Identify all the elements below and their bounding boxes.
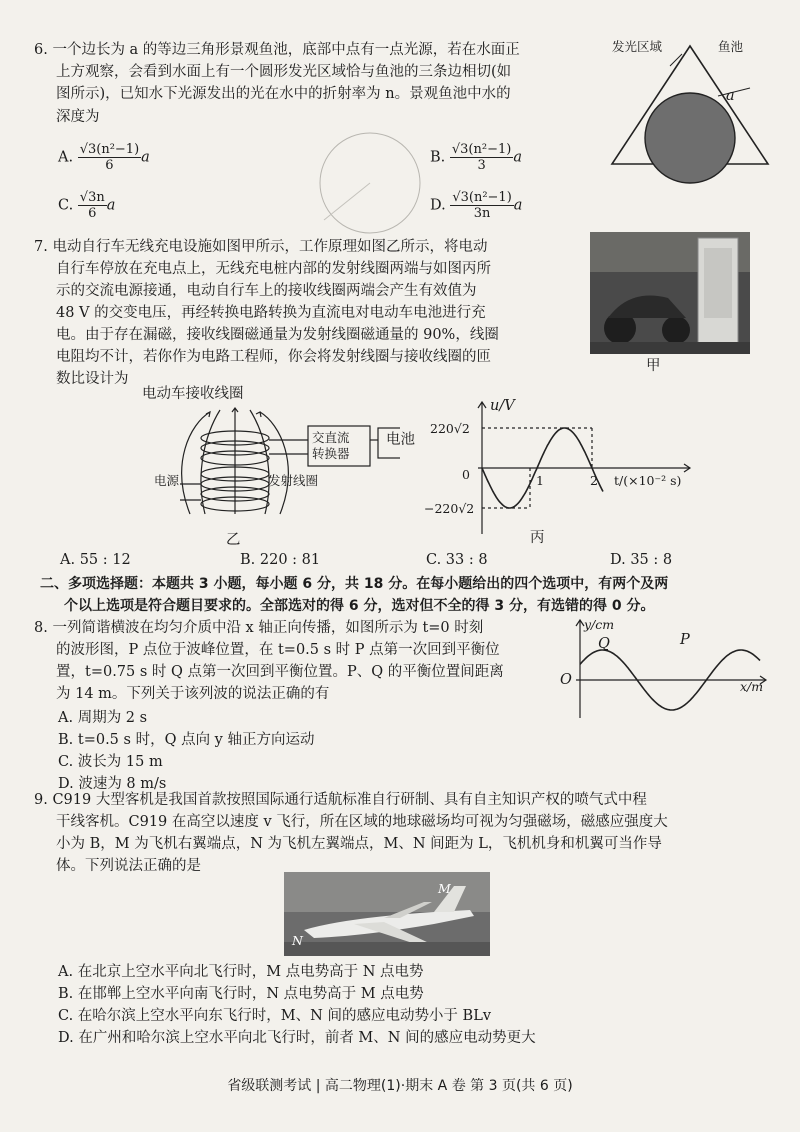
q7-line5: 电。由于存在漏磁，接收线圈磁通量为发射线圈磁通量的 90%，线圈 bbox=[56, 327, 499, 343]
q8-line4: 为 14 m。下列关于该列波的说法正确的有 bbox=[56, 686, 330, 702]
q7-option-c[interactable]: C. 33 : 8 bbox=[426, 552, 488, 568]
charging-station-photo bbox=[590, 232, 750, 354]
q7-y-bot: −220√2 bbox=[424, 501, 475, 516]
glow-circle bbox=[645, 93, 735, 183]
q6-option-d[interactable]: D. $\frac{\text{√3(n²−1)}}{3n}$ a bbox=[430, 190, 523, 221]
q9-option-d[interactable]: D. 在广州和哈尔滨上空水平向北飞行时，前者 M、N 间的感应电动势更大 bbox=[58, 1030, 536, 1046]
q6-option-c[interactable]: C. $\frac{√3n}{6}$ a bbox=[58, 190, 116, 221]
q7-y-top: 220√2 bbox=[430, 421, 470, 436]
section2-line1: 二、多项选择题：本题共 3 小题，每小题 6 分，共 18 分。在每小题给出的四个选项中，有两个及两 bbox=[40, 576, 669, 592]
q6-label-a: a bbox=[726, 88, 735, 104]
q6-option-c-label: C. bbox=[58, 197, 74, 214]
q8-point-q: Q bbox=[598, 636, 610, 652]
q7-option-a[interactable]: A. 55 : 12 bbox=[60, 552, 131, 568]
c919-aircraft-photo bbox=[284, 872, 490, 956]
q9-label-m: M bbox=[438, 881, 451, 896]
q9-line1: 9. C919 大型客机是我国首款按照国际通行适航标准自行研制、具有自主知识产权的喷气式中程 bbox=[34, 792, 647, 808]
q8-option-a[interactable]: A. 周期为 2 s bbox=[58, 710, 148, 726]
q9-label-n: N bbox=[292, 933, 303, 948]
q8-option-d[interactable]: D. 波速为 8 m/s bbox=[58, 776, 167, 792]
page-footer: 省级联测考试 | 高二物理(1)·期末 A 卷 第 3 页(共 6 页) bbox=[227, 1078, 573, 1094]
q8-x-axis: x/m bbox=[740, 679, 764, 694]
q6-line3: 图所示)，已知水下光源发出的光在水中的折射率为 n。景观鱼池中水的 bbox=[56, 86, 511, 102]
q8-line3: 置，t=0.75 s 时 Q 点第一次回到平衡位置。P、Q 的平衡位置间距离 bbox=[56, 664, 504, 680]
q6-label-pool: 鱼池 bbox=[718, 39, 744, 54]
q7-x2: 2 bbox=[590, 473, 598, 488]
q7-label-src: 电源 bbox=[154, 473, 180, 488]
bleed-through-circle bbox=[316, 128, 426, 238]
q7-label-batt: 电池 bbox=[386, 432, 415, 448]
q7-option-d[interactable]: D. 35 : 8 bbox=[610, 552, 673, 568]
q9-option-b[interactable]: B. 在邯郸上空水平向南飞行时，N 点电势高于 M 点电势 bbox=[58, 986, 424, 1002]
q6-line4: 深度为 bbox=[56, 109, 100, 125]
q6-option-a-label: A. bbox=[58, 149, 74, 166]
q7-coil-diagram bbox=[160, 404, 400, 534]
q7-x-axis: t/(×10⁻² s) bbox=[614, 473, 682, 488]
q6-option-d-label: D. bbox=[430, 197, 446, 214]
q9-option-a[interactable]: A. 在北京上空水平向北飞行时，M 点电势高于 N 点电势 bbox=[58, 964, 424, 980]
section2-line2: 个以上选项是符合题目要求的。全部选对的得 6 分，选对但不全的得 3 分，有选错的得 0 分。 bbox=[64, 598, 655, 614]
q8-y-axis: y/cm bbox=[584, 617, 615, 632]
q7-label-conv1: 交直流 bbox=[312, 430, 350, 445]
q9-line2: 干线客机。C919 在高空以速度 v 飞行，所在区域的地球磁场均可视为匀强磁场，磁感应强度大 bbox=[56, 814, 668, 830]
q8-line1: 8. 一列简谐横波在均匀介质中沿 x 轴正向传播，如图所示为 t=0 时刻 bbox=[34, 620, 484, 636]
q9-option-c[interactable]: C. 在哈尔滨上空水平向东飞行时，M、N 间的感应电动势小于 BLv bbox=[58, 1008, 492, 1024]
q7-line3: 示的交流电源接通，电动自行车上的接收线圈两端会产生有效值为 bbox=[56, 283, 477, 299]
q8-option-b[interactable]: B. t=0.5 s 时，Q 点向 y 轴正方向运动 bbox=[58, 732, 315, 748]
q6-pool-diagram bbox=[600, 36, 790, 206]
q7-line6: 电阻均不计，若你作为电路工程师，你会将发射线圈与接收线圈的匝 bbox=[56, 349, 491, 365]
q8-line2: 的波形图，P 点位于波峰位置，在 t=0.5 s 时 P 点第一次回到平衡位 bbox=[56, 642, 500, 658]
q6-option-a-frac: $\frac{\text{√3(n²−1)}}{6}$ bbox=[79, 142, 140, 173]
q6-option-b[interactable]: B. $\frac{\text{√3(n²−1)}}{3}$ a bbox=[430, 142, 522, 173]
q9-line3: 小为 B，M 为飞机右翼端点，N 为飞机左翼端点，M、N 间距为 L，飞机机身和机翼可当作导 bbox=[56, 836, 662, 852]
q6-option-a[interactable]: A. $\frac{\text{√3(n²−1)}}{6}$ a bbox=[58, 142, 150, 173]
q7-line7: 数比设计为 bbox=[56, 371, 129, 387]
q7-line4: 48 V 的交变电压，再经转换电路转换为直流电对电动车电池进行充 bbox=[56, 305, 486, 321]
q8-origin: O bbox=[560, 672, 572, 688]
q7-label-emit: 发射线圈 bbox=[268, 473, 319, 488]
q9-line4: 体。下列说法正确的是 bbox=[56, 858, 201, 874]
fig-yi-label: 乙 bbox=[226, 532, 241, 548]
q8-point-p: P bbox=[680, 632, 690, 648]
fig-jia-label: 甲 bbox=[646, 358, 661, 374]
q7-x0: 0 bbox=[462, 467, 470, 482]
q7-x1: 1 bbox=[536, 473, 544, 488]
q6-line1: 6. 一个边长为 a 的等边三角形景观鱼池，底部中点有一点光源，若在水面正 bbox=[34, 42, 520, 58]
q7-line2: 自行车停放在充电点上，无线充电桩内部的发射线圈两端与如图丙所 bbox=[56, 261, 491, 277]
q6-option-c-frac: $\frac{√3n}{6}$ bbox=[79, 190, 105, 221]
q7-label-recv: 电动车接收线圈 bbox=[142, 386, 244, 402]
q6-label-region: 发光区域 bbox=[612, 39, 663, 54]
q6-line2: 上方观察，会看到水面上有一个圆形发光区域恰与鱼池的三条边相切(如 bbox=[56, 64, 512, 80]
fig-bing-label: 丙 bbox=[530, 530, 545, 546]
q7-line1: 7. 电动自行车无线充电设施如图甲所示，工作原理如图乙所示，将电动 bbox=[34, 239, 488, 255]
q7-y-axis: u/V bbox=[490, 398, 515, 414]
q8-option-c[interactable]: C. 波长为 15 m bbox=[58, 754, 163, 770]
q7-option-b[interactable]: B. 220 : 81 bbox=[240, 552, 321, 568]
q7-label-conv2: 转换器 bbox=[312, 446, 350, 461]
q6-option-d-frac: $\frac{\text{√3(n²−1)}}{3n}$ bbox=[452, 190, 512, 221]
q6-option-b-frac: $\frac{\text{√3(n²−1)}}{3}$ bbox=[451, 142, 512, 173]
q6-option-b-label: B. bbox=[430, 149, 446, 166]
